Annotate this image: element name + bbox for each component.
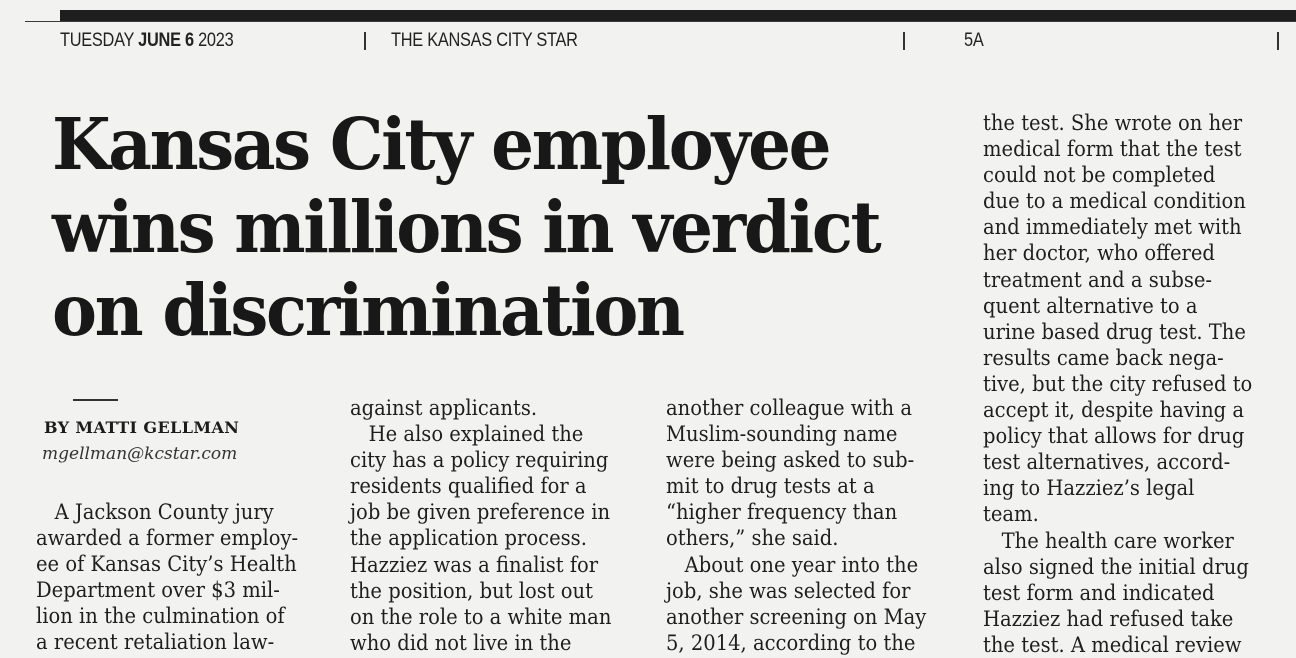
text-line: mit to drug tests at a	[666, 474, 875, 499]
header-separator	[1277, 32, 1279, 50]
text-line: lion in the culmination of	[36, 604, 285, 629]
text-line: test form and indicated	[983, 580, 1215, 605]
text-line: 5, 2014, according to the	[666, 630, 916, 655]
text-line: Muslim-sounding name	[666, 422, 898, 447]
text-line: “higher frequency than	[666, 500, 898, 525]
text-line: Hazziez had refused take	[983, 606, 1234, 631]
text-line: He also explained the	[350, 422, 584, 447]
article-column-1	[36, 499, 318, 656]
text-line: the test. A medical review	[983, 632, 1242, 657]
text-line: on the role to a white man	[350, 604, 612, 629]
text-line: Department over $3 mil-	[36, 578, 280, 603]
headline-line: Kansas City employee	[52, 102, 830, 186]
text-line: ee of Kansas City’s Health	[36, 552, 297, 577]
text-line: job, she was selected for	[666, 578, 911, 603]
article-column-3	[666, 395, 946, 656]
publication-name: THE KANSAS CITY STAR	[391, 30, 578, 51]
text-line: A Jackson County jury	[36, 500, 274, 524]
header-separator	[364, 32, 366, 50]
text-line: against applicants.	[350, 396, 538, 420]
author-email: mgellman@kcstar.com	[42, 444, 238, 464]
text-line: awarded a former employ-	[36, 526, 299, 551]
text-line: test alternatives, accord-	[983, 450, 1231, 475]
text-line: results came back nega-	[983, 345, 1224, 370]
page-number: 5A	[964, 30, 984, 51]
text-line: policy that allows for drug	[983, 424, 1245, 449]
text-line: her doctor, who offered	[983, 241, 1215, 266]
text-line: also signed the initial drug	[983, 554, 1249, 579]
article-column-2	[350, 395, 631, 656]
text-line: The health care worker	[983, 528, 1234, 553]
text-line: and immediately met with	[983, 215, 1242, 240]
text-line: treatment and a subse-	[983, 267, 1213, 292]
text-line: due to a medical condition	[983, 189, 1246, 214]
header-separator	[903, 32, 905, 50]
text-line: who did not live in the	[350, 630, 572, 655]
byline: BY MATTI GELLMAN	[44, 418, 240, 437]
text-line: were being asked to sub-	[666, 448, 915, 473]
text-line: quent alternative to a	[983, 293, 1198, 318]
issue-date: TUESDAY JUNE 6 2023	[60, 30, 234, 51]
article-column-4	[983, 110, 1273, 658]
headline-line: on discrimination	[52, 268, 683, 352]
text-line: team.	[983, 502, 1039, 527]
text-line: Hazziez was a finalist for	[350, 552, 599, 577]
text-line: medical form that the test	[983, 137, 1242, 162]
text-line: accept it, despite having a	[983, 398, 1245, 423]
top-hairline	[25, 21, 1296, 22]
text-line: another colleague with a	[666, 396, 912, 420]
text-line: urine based drug test. The	[983, 319, 1246, 344]
text-line: the position, but lost out	[350, 578, 593, 603]
text-line: another screening on May	[666, 604, 927, 629]
text-line: job be given preference in	[350, 500, 611, 525]
text-line: could not be completed	[983, 163, 1216, 188]
text-line: others,” she said.	[666, 526, 839, 551]
text-line: the application process.	[350, 526, 587, 551]
byline-rule	[73, 399, 118, 401]
text-line: city has a policy requiring	[350, 448, 609, 473]
text-line: tive, but the city refused to	[983, 371, 1253, 396]
text-line: a recent retaliation law-	[36, 630, 275, 655]
article-headline	[52, 103, 923, 352]
text-line: residents qualified for a	[350, 474, 587, 499]
headline-line: wins millions in verdict	[52, 185, 880, 269]
text-line: ing to Hazziez’s legal	[983, 476, 1195, 501]
text-line: the test. She wrote on her	[983, 111, 1243, 135]
text-line: About one year into the	[666, 552, 919, 577]
